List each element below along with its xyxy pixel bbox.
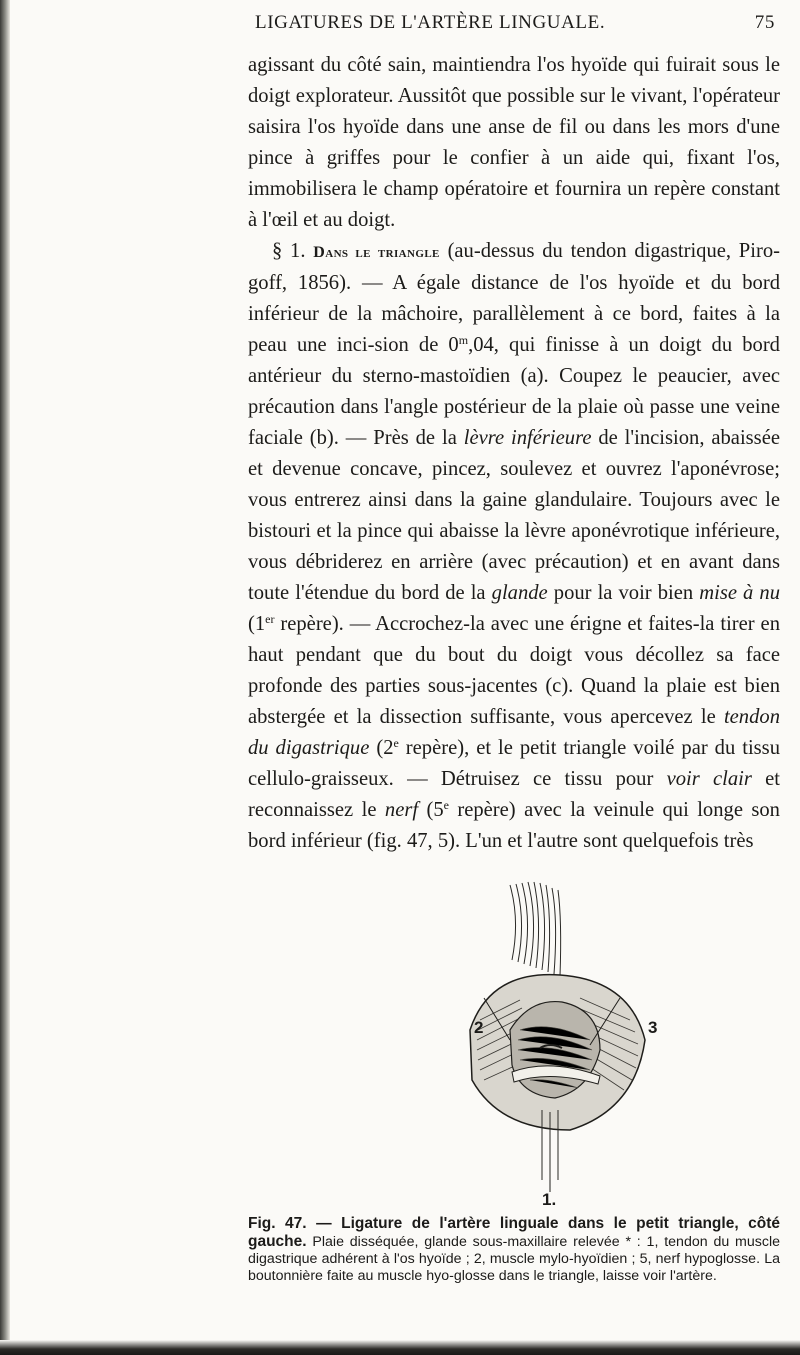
caption-title: Fig. 47. — Ligature de l'artère linguale dans le petit triangle, côté gauche.	[248, 1215, 780, 1250]
italic-term: mise à nu	[699, 582, 781, 604]
figure-label-2: 2	[474, 1018, 484, 1037]
caption-text: Plaie disséquée, glande sous-maxillaire relevée * : 1, tendon du muscle digastrique adhérent à l'os hyoïde ; 2, muscle mylo-hyoïdien ; 5, nerf hypoglosse. La boutonnière faite au muscle hyo-glosse dans le triangle, laisse voir l'artère.	[248, 1234, 780, 1284]
text-run: (au-dessus du tendon digastrique, Piro-goff, 1856). — A égale distance de l'os hyoïde et du bord inférieur de la mâchoire, parallèlement à ce bord, faites à la peau une inci-sion de 0	[248, 240, 780, 356]
page-number: 75	[754, 12, 775, 33]
section-number: § 1.	[272, 240, 306, 262]
italic-term: tendon du digastrique	[248, 706, 780, 759]
italic-term: glande	[491, 582, 548, 604]
text-run: (2	[376, 737, 394, 759]
scan-bottom-edge	[0, 1340, 800, 1355]
figure-label-1: 1.	[542, 1190, 557, 1209]
ordinal-superscript: e	[393, 736, 399, 750]
anatomical-illustration	[450, 880, 650, 1210]
text-run: de l'incision, abaissée et devenue concave, pincez, soulevez et ouvrez l'aponévrose; vous entrerez ainsi dans la gaine glandulaire. Toujours avec le bistouri et la pince qui abaisse la lèvre aponévrotique inférieure, vous débriderez en arrière (avec précaution) et en avant dans toute l'étendue du bord de la	[248, 427, 780, 604]
paragraph-1: agissant du côté sain, maintiendra l'os hyoïde qui fuirait sous le doigt explorateur. Aussitôt que possible sur le vivant, l'opérateur saisira l'os hyoïde dans une anse de fil ou dans les mors d'une pince à griffes pour le confier à un aide qui, fixant l'os, immobilisera le champ opératoire et fournira un repère constant à l'œil et au doigt.	[248, 54, 780, 231]
paragraph-2	[248, 236, 780, 857]
unit-superscript: m	[458, 333, 469, 347]
ordinal-superscript: er	[265, 612, 275, 626]
figure-label-3: 3	[648, 1018, 658, 1037]
text-run: repère). — Accrochez-la avec une érigne et faites-la tirer en haut pendant que du bout du doigt vous décollez sa face profonde des parties sous-jacentes (c). Quand la plaie est bien abstergée et la dissection suffisante, vous apercevez le	[248, 613, 780, 728]
text-run: repère) avec la veinule qui longe son bord inférieur (fig. 47, 5). L'un et l'autre sont quelquefois très	[248, 799, 780, 852]
italic-term: lèvre inférieure	[463, 427, 592, 449]
text-run: ,04, qui finisse à un doigt du bord antérieur du sterno-mastoïdien (a). Coupez le peaucier, avec précaution dans l'angle postérieur de la plaie où passe une veine faciale (b). — Près de la	[248, 334, 780, 449]
italic-term: nerf	[384, 799, 419, 821]
text-run: (1	[248, 613, 266, 635]
scan-edge	[0, 0, 10, 1355]
running-header	[255, 12, 775, 42]
text-run: (5	[426, 799, 444, 821]
figure-caption	[248, 1215, 780, 1285]
text-run: repère), et le petit triangle voilé par du tissu cellulo-graisseux. — Détruisez ce tissu pour	[248, 737, 780, 790]
ordinal-superscript: e	[443, 798, 449, 812]
section-heading: Dans le triangle	[313, 244, 440, 261]
italic-term: voir clair	[666, 768, 752, 790]
text-run: pour la voir bien	[553, 582, 694, 604]
text-run: et reconnaissez le	[248, 768, 781, 821]
header-title: LIGATURES DE L'ARTÈRE LINGUALE.	[255, 12, 606, 33]
body-text	[248, 50, 780, 857]
